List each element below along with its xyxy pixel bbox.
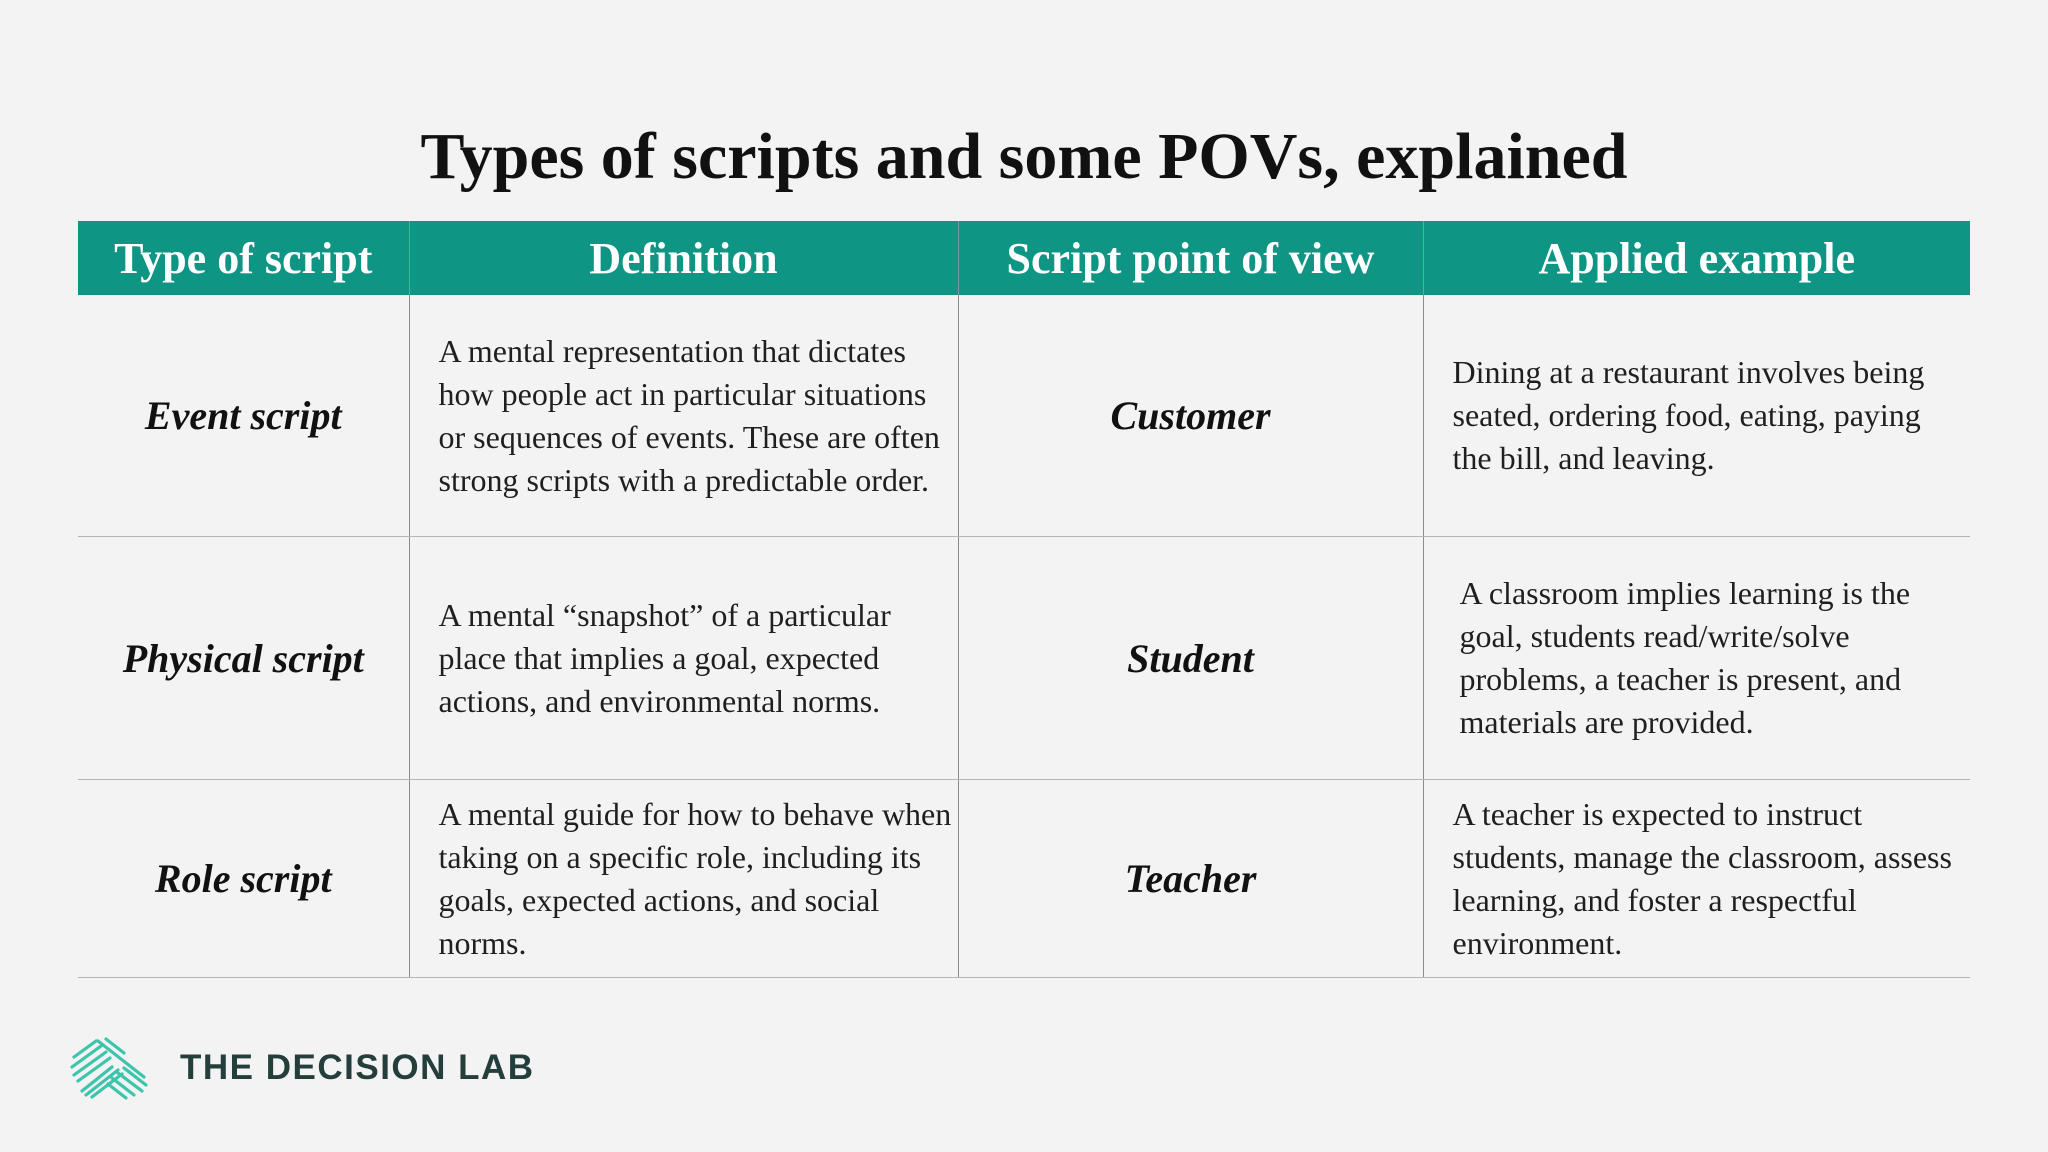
brand-name: THE DECISION LAB — [180, 1048, 535, 1087]
row-applied-example: Dining at a restaurant involves being seated, ordering food, eating, paying the bill, and leaving. — [1423, 295, 1970, 537]
row-script-type: Role script — [78, 780, 409, 978]
row-definition: A mental guide for how to behave when taking on a specific role, including its goals, expected actions, and social norms. — [409, 780, 958, 978]
table-row — [78, 295, 1970, 537]
table-row — [78, 780, 1970, 978]
page-title: Types of scripts and some POVs, explained — [420, 120, 1628, 193]
header-definition: Definition — [409, 221, 958, 295]
row-point-of-view: Student — [958, 537, 1423, 780]
row-applied-example: A teacher is expected to instruct students, manage the classroom, assess learning, and foster a respectful environment. — [1423, 780, 1970, 978]
header-applied-example: Applied example — [1423, 221, 1970, 295]
row-script-type: Physical script — [78, 537, 409, 780]
row-point-of-view: Customer — [958, 295, 1423, 537]
row-point-of-view: Teacher — [958, 780, 1423, 978]
header-script-point-of-view: Script point of view — [958, 221, 1423, 295]
table-row — [78, 537, 1970, 780]
row-definition: A mental representation that dictates how people act in particular situations or sequences of events. These are often strong scripts with a predictable order. — [409, 295, 958, 537]
scripts-table — [78, 221, 1970, 978]
row-applied-example: A classroom implies learning is the goal, students read/write/solve problems, a teacher is present, and materials are provided. — [1423, 537, 1970, 780]
brand-logo — [68, 1032, 535, 1104]
table-header-row — [78, 221, 1970, 295]
row-definition: A mental “snapshot” of a particular place that implies a goal, expected actions, and environmental norms. — [409, 537, 958, 780]
decision-lab-logo-icon — [68, 1035, 150, 1101]
row-script-type: Event script — [78, 295, 409, 537]
header-type-of-script: Type of script — [78, 221, 409, 295]
